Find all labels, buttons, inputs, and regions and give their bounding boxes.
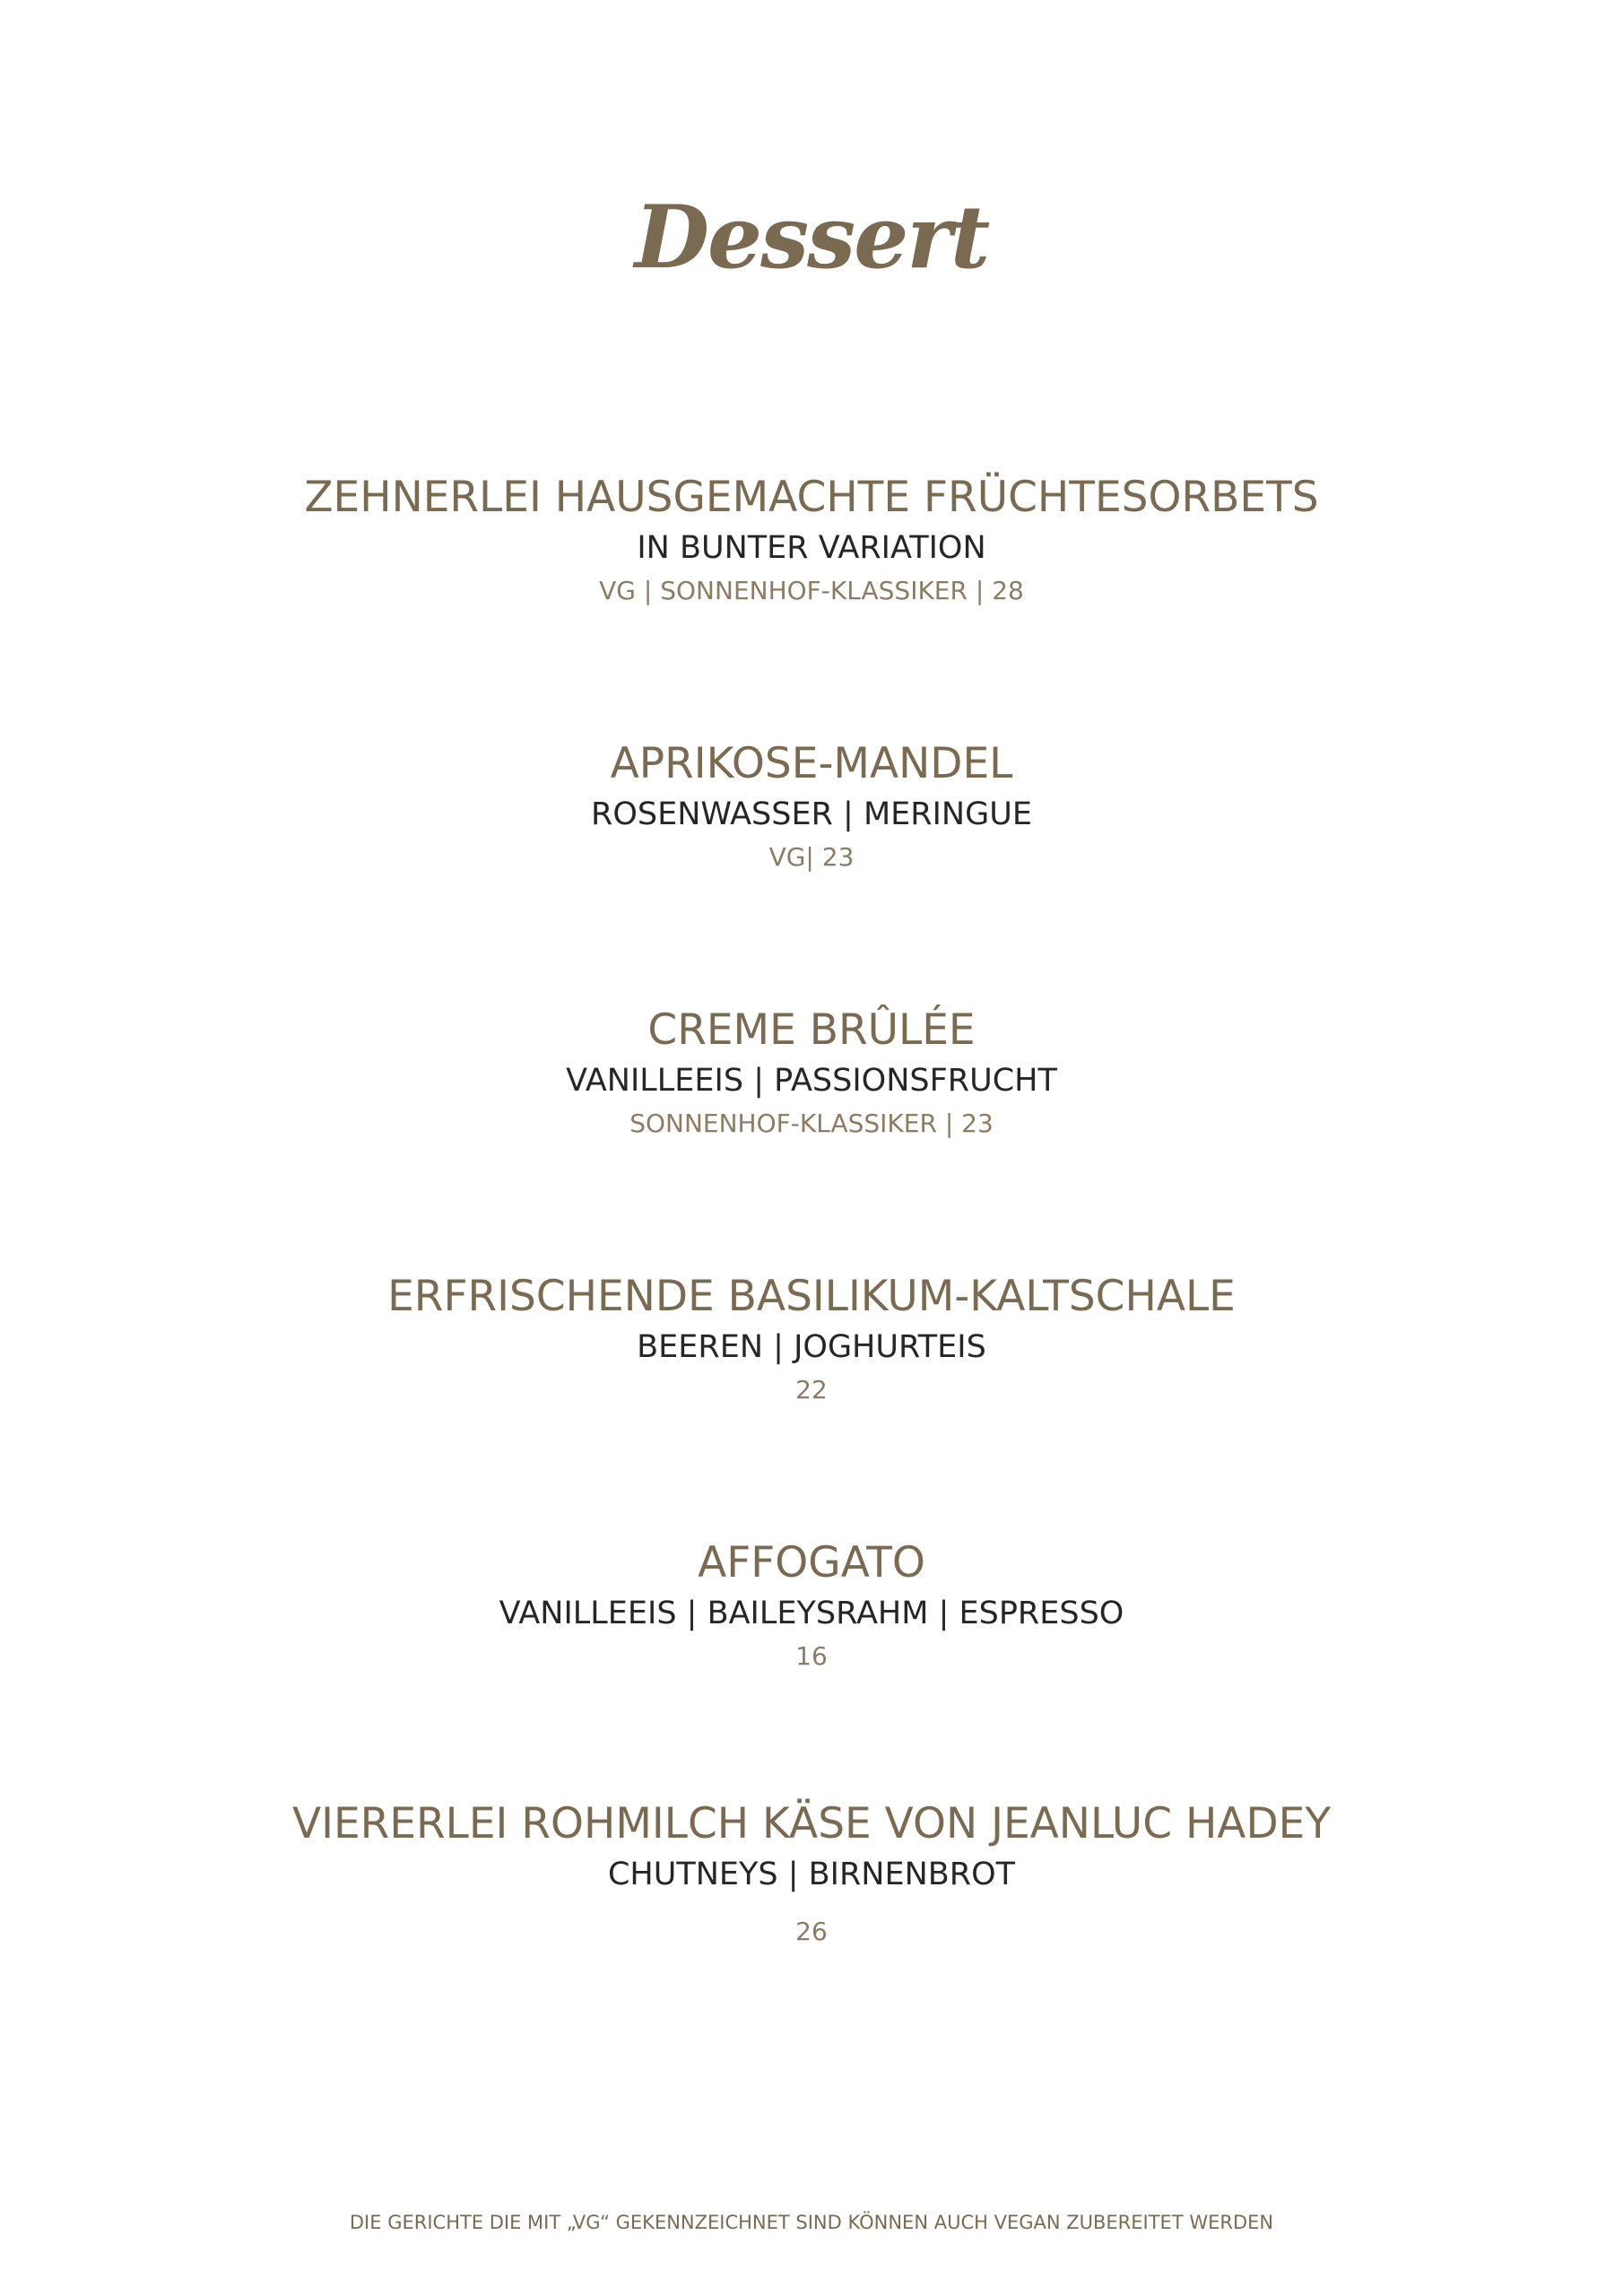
vegan-footnote: DIE GERICHTE DIE MIT „VG“ GEKENNZEICHNET SIND KÖNNEN AUCH VEGAN ZUBEREITET WERDEN [349,2212,1274,2233]
menu-item-basilikum-kaltschale [0,1270,1623,1406]
dish-details: VG | SONNENHOF-KLASSIKER | 28 [599,576,1024,605]
dish-description: VANILLEEIS | PASSIONSFRUCHT [566,1063,1057,1099]
dish-description: ROSENWASSER | MERINGUE [591,796,1032,832]
dish-details: 26 [795,1917,828,1946]
dish-name: ZEHNERLEI HAUSGEMACHTE FRÜCHTESORBETS [304,473,1319,522]
menu-item-sorbets [0,471,1623,607]
dish-name: APRIKOSE-MANDEL [610,739,1013,788]
dish-details: SONNENHOF-KLASSIKER | 23 [629,1109,994,1138]
dish-name: CREME BRÛLÉE [647,1005,976,1055]
dish-description: BEEREN | JOGHURTEIS [637,1329,986,1365]
dish-name: AFFOGATO [698,1538,925,1587]
dish-details: 22 [795,1375,828,1405]
dish-description: VANILLEEIS | BAILEYSRAHM | ESPRESSO [499,1596,1124,1631]
menu-item-creme-brulee [0,1004,1623,1140]
menu-item-rohmilch-kaese [0,1797,1623,1948]
menu-item-aprikose-mandel [0,737,1623,874]
dish-details: 16 [795,1641,828,1671]
dish-description: CHUTNEYS | BIRNENBROT [607,1857,1016,1892]
dish-description: IN BUNTER VARIATION [637,530,986,566]
dish-details: VG| 23 [768,842,855,872]
menu-item-affogato [0,1536,1623,1673]
dish-name: ERFRISCHENDE BASILIKUM-KALTSCHALE [387,1272,1236,1321]
page-title: Dessert [634,187,989,288]
dish-name: VIERERLEI ROHMILCH KÄSE VON JEANLUC HADEY [291,1799,1332,1848]
